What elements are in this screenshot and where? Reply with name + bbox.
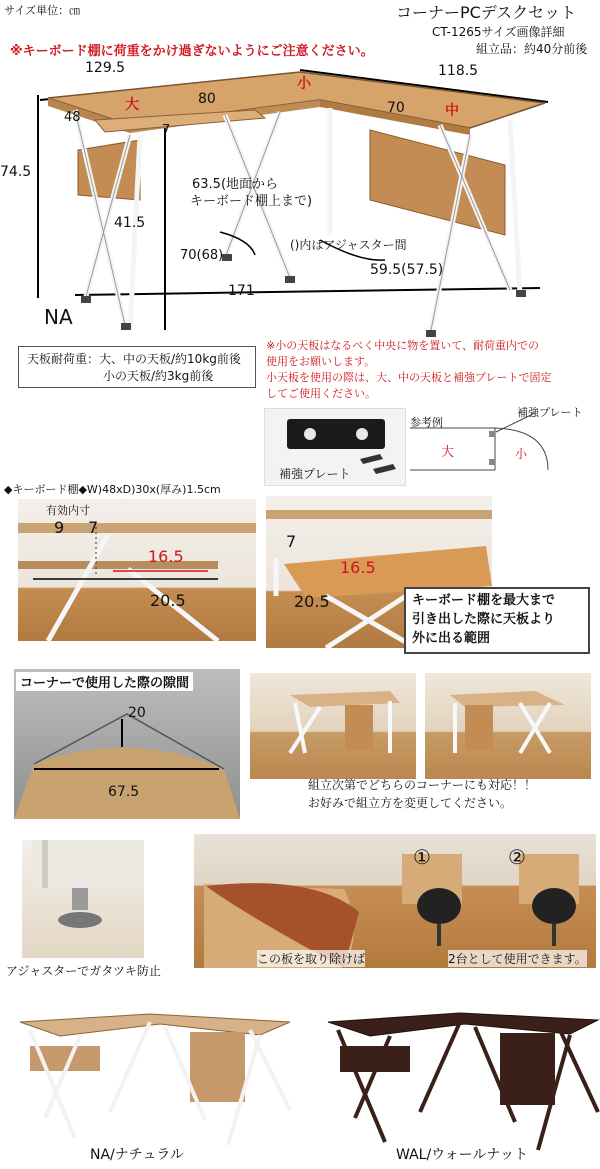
unit-label: サイズ単位：㎝ (4, 4, 81, 17)
room-photo-left (250, 673, 416, 779)
kb-dim-9: 9 (54, 518, 65, 537)
dim-width-mid: 118.5 (438, 63, 479, 79)
reference-plate-label: 補強プレート (517, 406, 583, 419)
dim-59-5: 59.5(57.5) (370, 262, 444, 278)
dim-width-large: 129.5 (85, 60, 126, 76)
adjuster-caption: アジャスターでガタツキ防止 (6, 964, 161, 978)
callout-line-3: 外に出る範囲 (412, 631, 491, 646)
gap-dim-20: 20 (128, 705, 146, 721)
desk-number-2: ② (508, 845, 526, 869)
assembly-time: 組立品：約40分前後 (476, 42, 588, 56)
dim-80: 80 (198, 91, 216, 107)
desk-diagram (0, 0, 600, 350)
dim-63-5-line2: キーボード棚上まで) (190, 194, 313, 209)
remove-text-2: 2台として使用できます。 (448, 952, 587, 966)
reference-large: 大 (441, 445, 455, 460)
effective-size-label: 有効内寸 (46, 504, 90, 517)
color-code: NA (44, 305, 73, 329)
adjuster-photo (22, 840, 144, 958)
kb-dim-20-5-right: 20.5 (294, 592, 330, 611)
dim-171: 171 (228, 283, 255, 299)
load-line-1: 天板耐荷重：大、中の天板/約10kg前後 (27, 352, 241, 366)
color-natural-label: NA/ナチュラル (90, 1147, 184, 1163)
kb-dim-16-5-right: 16.5 (340, 558, 376, 577)
dim-63-5-line1: 63.5(地面から (192, 177, 279, 192)
load-capacity-box (18, 346, 256, 388)
label-small: 小 (297, 76, 311, 92)
room-photo-right (425, 673, 591, 779)
plate-caption: 補強プレート (279, 467, 351, 481)
gap-dim-67-5: 67.5 (108, 784, 140, 800)
model-code: CT-1265サイズ画像詳細 (432, 25, 565, 39)
corner-text-2: お好みで組立方を変更してください。 (308, 796, 513, 810)
load-line-2: 小の天板/約3kg前後 (103, 369, 214, 383)
color-walnut-label: WAL/ウォールナット (396, 1147, 529, 1163)
callout-line-1: キーボード棚を最大まで (412, 593, 556, 608)
dim-70-68: 70(68) (180, 248, 224, 263)
callout-line-2: 引き出した際に天板より (412, 612, 556, 627)
dim-48: 48 (64, 110, 81, 125)
kb-dim-16-5-left: 16.5 (148, 547, 184, 566)
dim-7-shelf: 7 (162, 123, 171, 138)
dim-70-top: 70 (387, 100, 405, 116)
small-note-line-4: してご使用ください。 (266, 387, 376, 400)
kb-dim-20-5-left: 20.5 (150, 591, 186, 610)
dim-41-5: 41.5 (114, 215, 146, 231)
remove-board-photo (194, 834, 596, 968)
corner-text-1: 組立次第でどちらのコーナーにも対応！！ (308, 778, 537, 792)
desk-number-1: ① (413, 845, 431, 869)
kb-dim-7-left: 7 (88, 518, 99, 537)
reference-label: 参考例 (410, 416, 443, 429)
reference-small: 小 (515, 447, 528, 461)
label-mid: 中 (445, 103, 459, 119)
small-top-note (266, 338, 552, 402)
small-note-line-3: 小天板を使用の際は、大、中の天板と補強プレートで固定 (266, 371, 552, 384)
label-large: 大 (125, 97, 139, 113)
keyboard-callout (404, 587, 590, 654)
adjuster-note: ()内はアジャスター間 (290, 238, 407, 252)
dim-height: 74.5 (0, 164, 32, 180)
small-note-line-2: 使用をお願いします。 (266, 355, 376, 368)
reinforcement-plate-photo (264, 408, 406, 486)
kb-dim-7-right: 7 (286, 532, 297, 551)
remove-text-1: この板を取り除けば (257, 952, 366, 966)
corner-gap-title: コーナーで使用した際の隙間 (16, 672, 193, 691)
keyboard-warning: ※キーボード棚に荷重をかけ過ぎないようにご注意ください。 (10, 44, 374, 59)
small-note-line-1: ※小の天板はなるべく中央に物を置いて、耐荷重内での (266, 339, 539, 352)
page-title: コーナーPCデスクセット (396, 3, 577, 22)
keyboard-spec: ◆キーボード棚◆W)48xD)30x(厚み)1.5cm (4, 483, 221, 496)
